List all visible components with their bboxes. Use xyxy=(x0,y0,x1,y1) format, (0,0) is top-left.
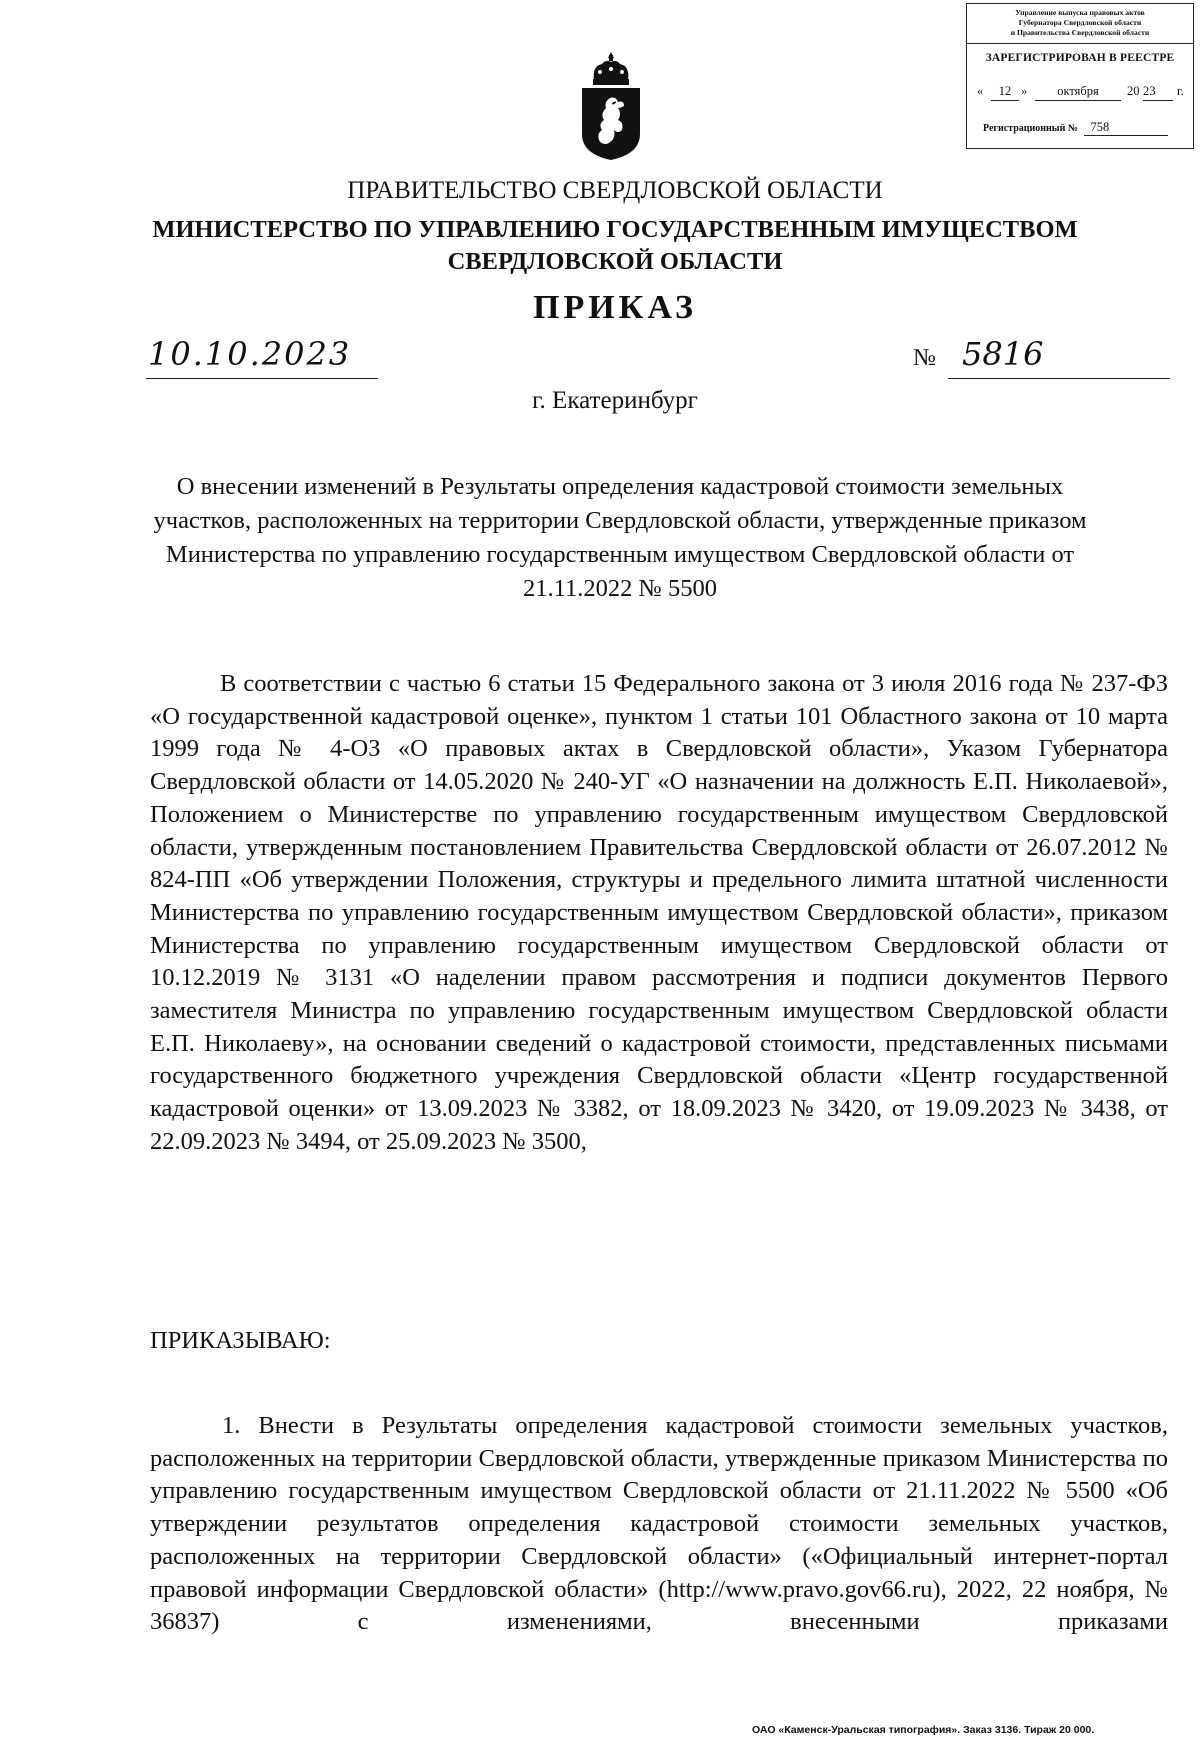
stamp-year-prefix: 20 xyxy=(1127,84,1140,98)
city: г. Екатеринбург xyxy=(532,387,698,414)
order-word: ПРИКАЗЫВАЮ: xyxy=(150,1327,331,1354)
stamp-year-label: г. xyxy=(1177,84,1184,98)
coat-of-arms-icon xyxy=(578,50,644,162)
stamp-month: октября xyxy=(1035,84,1121,101)
stamp-reg-no-sign: № xyxy=(1067,123,1078,134)
stamp-open-quote: « xyxy=(977,84,984,98)
printer-footer: ОАО «Каменск-Уральская типография». Заказ 3136. Тираж 20 000. xyxy=(752,1724,1095,1736)
item-1-paragraph: 1. Внести в Результаты определения кадастровой стоимости земельных участков, расположенных на территории Свердловской области, утвержденные приказом Министерства по управлению государственным имуществом Свердловской области от 21.11.2022 № 5500 «Об утверждении результатов определения кадастровой стоимости земельных участков, расположенных на территории Свердловской области» («Официальный интернет-портал правовой информации Свердловской области» (http://www.pravo.gov66.ru), 2022, 22 ноября, № 36837) с изменениями, внесенными приказами xyxy=(150,1412,1168,1636)
stamp-reg-number-row xyxy=(983,120,1168,136)
document-type-title: ПРИКАЗ xyxy=(533,289,697,326)
ministry-title-line1: МИНИСТЕРСТВО ПО УПРАВЛЕНИЮ ГОСУДАРСТВЕННЫМ ИМУЩЕСТВОМ xyxy=(152,216,1078,243)
ministry-title xyxy=(0,214,1200,278)
stamp-year-suffix: 23 xyxy=(1143,84,1173,101)
stamp-day: 12 xyxy=(991,84,1019,101)
document-subject: О внесении изменений в Результаты определения кадастровой стоимости земельных участков, расположенных на территории Свердловской области, утвержденные приказом Министерства по управлению государственным имуществом Свердловской области от 21.11.2022 № 5500 xyxy=(153,473,1087,602)
document-number: 5816 xyxy=(948,334,1170,379)
document-date: 10.10.2023 xyxy=(146,334,378,379)
stamp-header-line: Губернатора Свердловской области xyxy=(1018,18,1142,27)
stamp-close-quote: » xyxy=(1021,84,1028,98)
ministry-title-line2: СВЕРДЛОВСКОЙ ОБЛАСТИ xyxy=(447,248,783,275)
stamp-header xyxy=(967,4,1193,44)
stamp-reg-number: 758 xyxy=(1084,120,1168,136)
registry-stamp xyxy=(966,3,1194,149)
stamp-reg-label: Регистрационный xyxy=(983,123,1066,134)
number-sign: № xyxy=(913,345,936,371)
stamp-registered-label: ЗАРЕГИСТРИРОВАН В РЕЕСТРЕ xyxy=(985,52,1175,64)
stamp-header-line: Управление выпуска правовых актов xyxy=(1015,8,1145,17)
government-title: ПРАВИТЕЛЬСТВО СВЕРДЛОВСКОЙ ОБЛАСТИ xyxy=(347,177,883,204)
preamble-paragraph: В соответствии с частью 6 статьи 15 Федерального закона от 3 июля 2016 года № 237-ФЗ «О государственной кадастровой оценке», пунктом 1 статьи 101 Областного закона от 10 марта 1999 года № 4-ОЗ «О правовых актах в Свердловской области», Указом Губернатора Свердловской области от 14.05.2020 № 240-УГ «О назначении на должность Е.П. Николаевой», Положением о Министерстве по управлению государственным имуществом Свердловской области, утвержденным постановлением Правительства Свердловской области от 26.07.2012 № 824-ПП «Об утверждении Положения, структуры и предельного лимита штатной численности Министерства по управлению государственным имуществом Свердловской области», приказом Министерства по управлению государственным имуществом Свердловской области от 10.12.2019 № 3131 «О наделении правом рассмотрения и подписи документов Первого заместителя Министра по управлению государственным имуществом Свердловской области Е.П. Николаеву», на основании сведений о кадастровой стоимости, представленных письмами государственного бюджетного учреждения Свердловской области «Центр государственной кадастровой оценки» от 13.09.2023 № 3382, от 18.09.2023 № 3420, от 19.09.2023 № 3438, от 22.09.2023 № 3494, от 25.09.2023 № 3500, xyxy=(150,670,1168,1155)
stamp-header-line: и Правительства Свердловской области xyxy=(1010,28,1150,37)
